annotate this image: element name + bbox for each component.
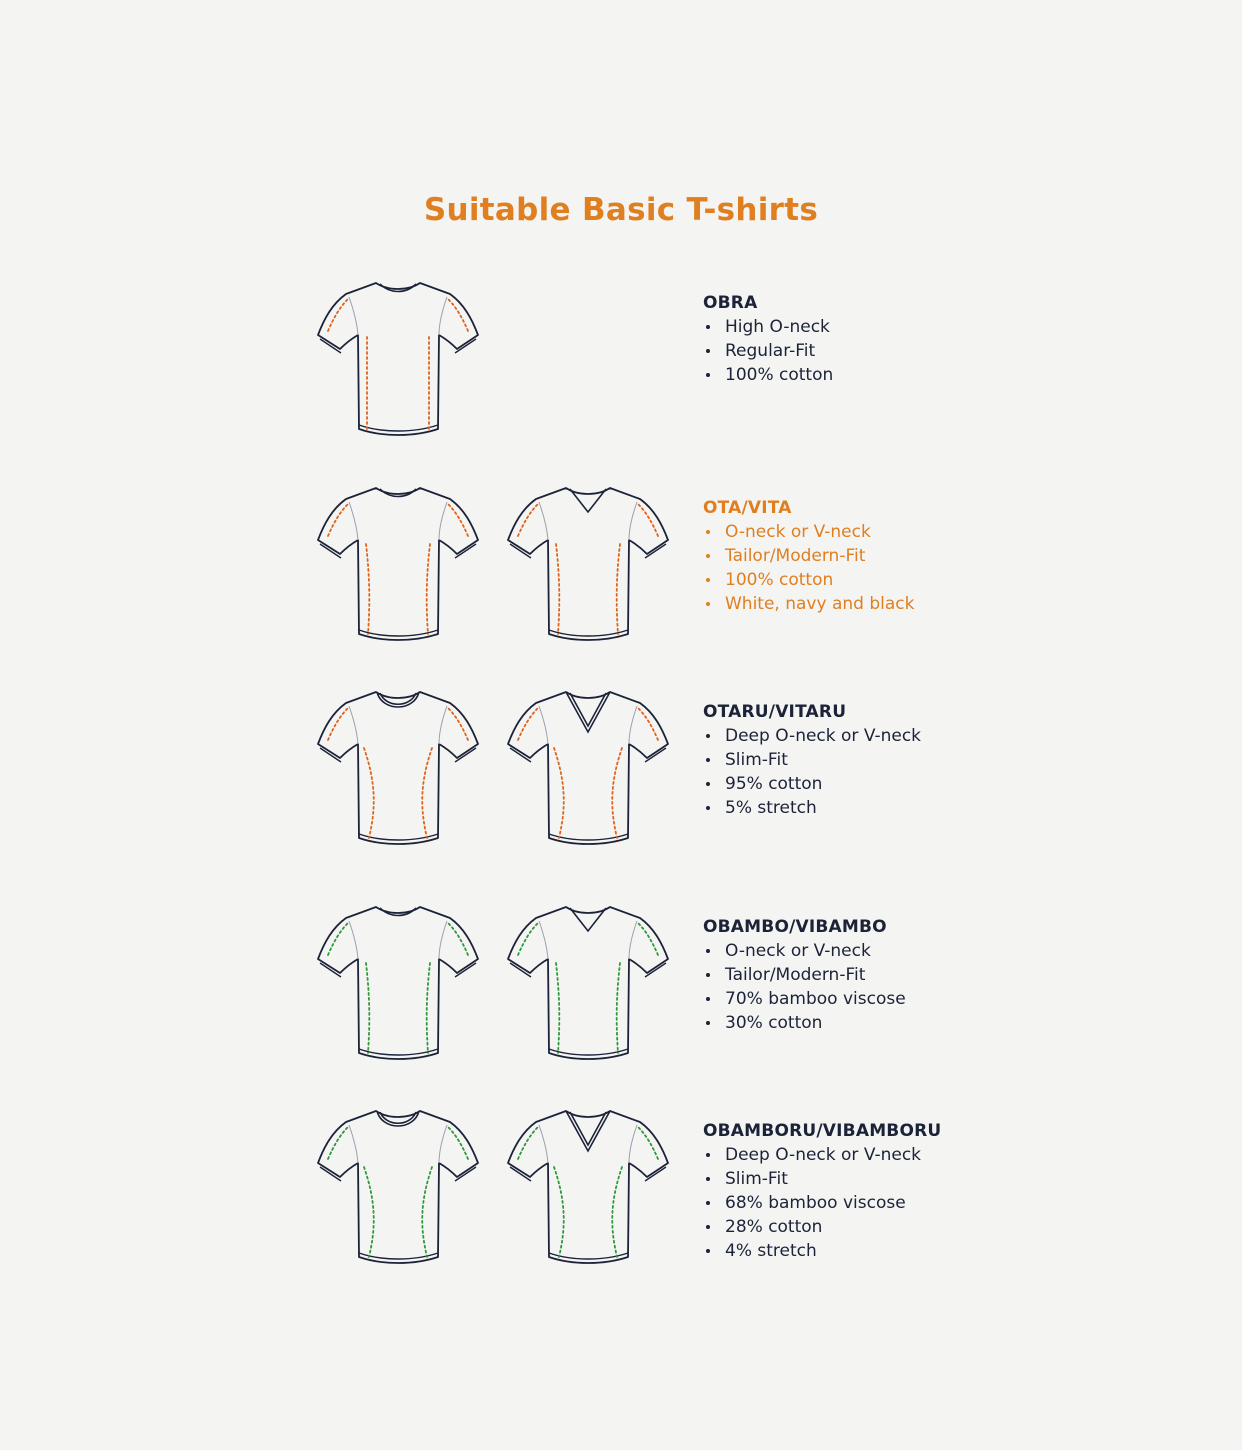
feature-item: 100% cotton <box>703 363 1063 387</box>
feature-item: Regular-Fit <box>703 339 1063 363</box>
feature-list <box>703 724 1063 820</box>
feature-item: Tailor/Modern-Fit <box>703 963 1063 987</box>
product-name: OBRA <box>703 293 758 313</box>
product-info <box>703 915 1063 1035</box>
product-name: OBAMBORU/VIBAMBORU <box>703 1121 942 1141</box>
tshirt-deep-crew-neck-icon <box>314 688 482 850</box>
feature-item: 70% bamboo viscose <box>703 987 1063 1011</box>
feature-item: O-neck or V-neck <box>703 939 1063 963</box>
feature-item: White, navy and black <box>703 592 1063 616</box>
product-info <box>703 1119 1063 1263</box>
tshirt-crew-neck-icon <box>314 484 482 646</box>
product-info <box>703 291 1063 387</box>
feature-item: 68% bamboo viscose <box>703 1191 1063 1215</box>
feature-list <box>703 315 1063 387</box>
feature-item: 100% cotton <box>703 568 1063 592</box>
product-row-obra <box>0 279 1242 449</box>
product-row-ota-vita <box>0 484 1242 654</box>
product-info <box>703 700 1063 820</box>
feature-item: 4% stretch <box>703 1239 1063 1263</box>
feature-item: 5% stretch <box>703 796 1063 820</box>
feature-list <box>703 939 1063 1035</box>
page-title: Suitable Basic T-shirts <box>423 192 819 228</box>
product-row-otaru-vitaru <box>0 688 1242 858</box>
feature-item: 30% cotton <box>703 1011 1063 1035</box>
tshirt-deep-v-neck-icon <box>504 688 672 850</box>
feature-item: 28% cotton <box>703 1215 1063 1239</box>
product-name: OTA/VITA <box>703 498 792 518</box>
feature-item: Slim-Fit <box>703 1167 1063 1191</box>
product-info <box>703 496 1063 616</box>
feature-item: 95% cotton <box>703 772 1063 796</box>
feature-item: O-neck or V-neck <box>703 520 1063 544</box>
tshirt-deep-crew-neck-icon <box>314 1107 482 1269</box>
product-name: OTARU/VITARU <box>703 702 847 722</box>
tshirt-crew-neck-icon <box>314 903 482 1065</box>
feature-list <box>703 520 1063 616</box>
tshirt-v-neck-icon <box>504 903 672 1065</box>
product-row-obambo-vibambo <box>0 903 1242 1073</box>
feature-item: Tailor/Modern-Fit <box>703 544 1063 568</box>
feature-item: Deep O-neck or V-neck <box>703 724 1063 748</box>
tshirt-crew-neck-icon <box>314 279 482 441</box>
feature-item: High O-neck <box>703 315 1063 339</box>
tshirt-v-neck-icon <box>504 484 672 646</box>
product-name: OBAMBO/VIBAMBO <box>703 917 887 937</box>
product-row-obamboru-vibamboru <box>0 1107 1242 1277</box>
feature-item: Deep O-neck or V-neck <box>703 1143 1063 1167</box>
tshirt-deep-v-neck-icon <box>504 1107 672 1269</box>
feature-list <box>703 1143 1063 1263</box>
feature-item: Slim-Fit <box>703 748 1063 772</box>
